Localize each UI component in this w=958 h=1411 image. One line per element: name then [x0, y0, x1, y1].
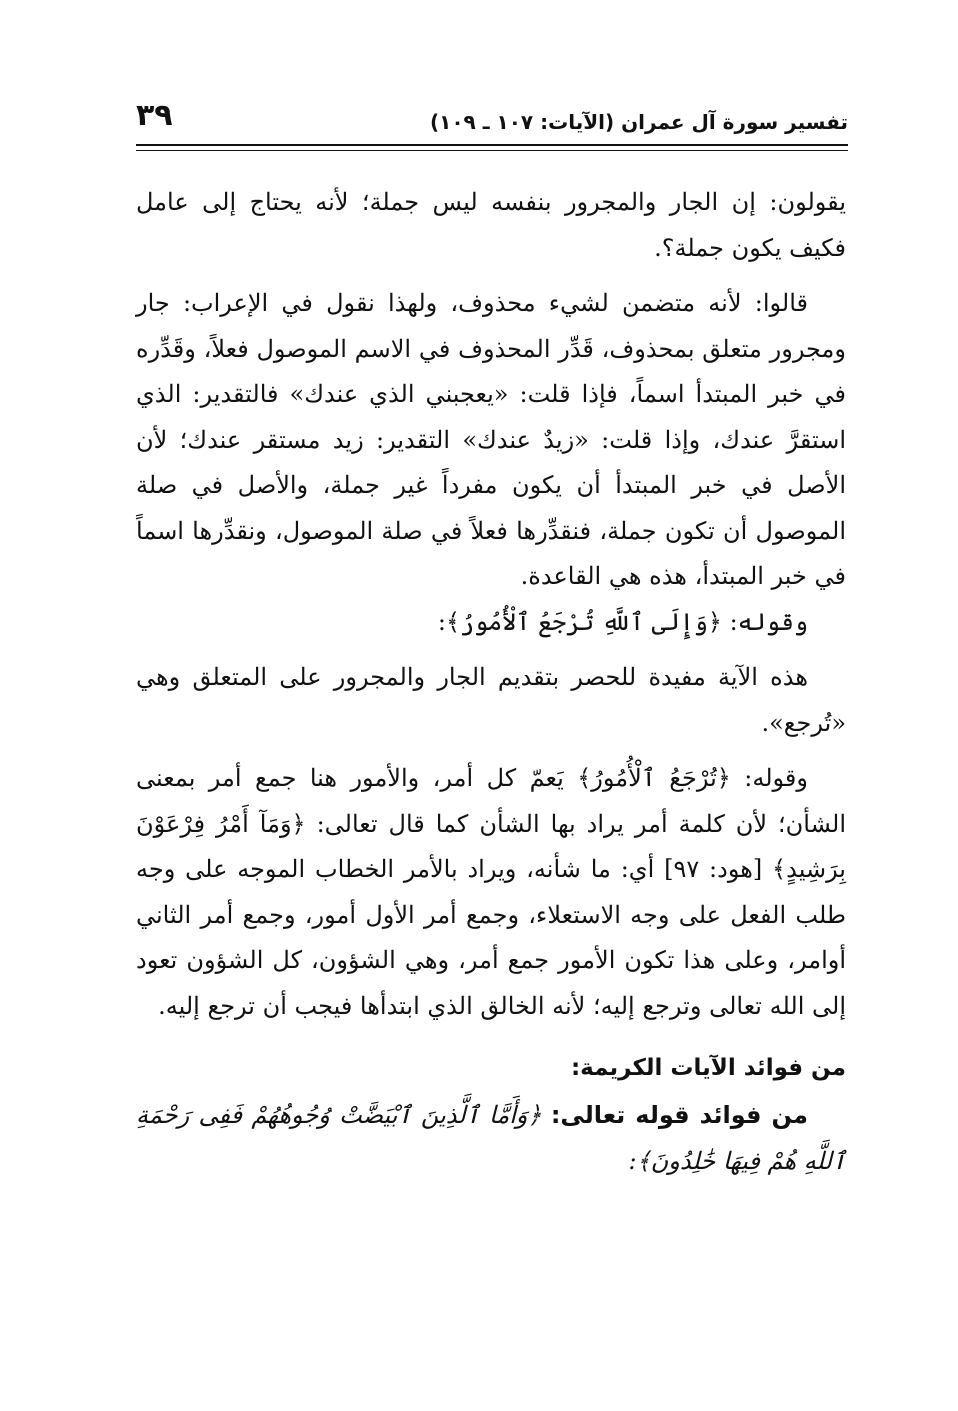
- paragraph: [136, 1093, 846, 1184]
- quran-verse: ﴿وَأَمَّا ٱلَّذِينَ ٱبْيَضَّتْ وُجُوهُهُمْ فَفِى رَحْمَةِ ٱللَّهِ هُمْ فِيهَا خَٰلِدُونَ﴾:: [136, 1101, 846, 1175]
- paragraph-lead: من فوائد قوله تعالى:: [550, 1101, 808, 1129]
- paragraph: قالوا: لأنه متضمن لشيء محذوف، ولهذا نقول في الإعراب: جار ومجرور متعلق بمحذوف، قَدِّر المحذوف في الاسم الموصول فعلاً، وقَدِّره في خبر المبتدأ اسماً، فإذا قلت: «يعجبني الذي عندك» فالتقدير: الذي استقرَّ عندك، وإذا قلت: «زيدٌ عندك» التقدير: زيد مستقر عندك؛ لأن الأصل في خبر المبتدأ أن يكون مفرداً غير جملة، والأصل في صلة الموصول أن تكون جملة، فنقدِّرها فعلاً في صلة الموصول، ونقدِّرها اسماً في خبر المبتدأ، هذه هي القاعدة.: [136, 289, 846, 590]
- header-rule-thick: [136, 144, 848, 146]
- header-rule-thin: [136, 150, 848, 151]
- section-heading: من فوائد الآيات الكريمة:: [570, 1055, 846, 1081]
- page-header: [136, 96, 848, 142]
- paragraph: يقولون: إن الجار والمجرور بنفسه ليس جملة؛ لأنه يحتاج إلى عامل فكيف يكون جملة؟.: [136, 188, 846, 262]
- paragraph: هذه الآية مفيدة للحصر بتقديم الجار والمجرور على المتعلق وهي «تُرجع».: [136, 663, 846, 737]
- running-title: تفسير سورة آل عمران (الآيات: ١٠٧ ـ ١٠٩): [429, 110, 848, 134]
- body-text: [136, 180, 846, 1184]
- paragraph: وقوله: ﴿تُرْجَعُ ٱلْأُمُورُ﴾ يَعمّ كل أمر، والأمور هنا جمع أمر بمعنى الشأن؛ لأن كلمة أمر يراد بها الشأن كما قال تعالى: ﴿وَمَآ أَمْرُ فِرْعَوْنَ بِرَشِيدٍ﴾ [هود: ٩٧] أي: ما شأنه، ويراد بالأمر الخطاب الموجه على وجه طلب الفعل على وجه الاستعلاء، وجمع أمر الأول أمور، وجمع أمر الثاني أوامر، وعلى هذا تكون الأمور جمع أمر، وهي الشؤون، كل الشؤون تعود إلى الله تعالى وترجع إليه؛ لأنه الخالق الذي ابتدأها فيجب أن ترجع إليه.: [136, 764, 846, 1020]
- page-number: ٣٩: [136, 98, 173, 133]
- paragraph: وقوله: ﴿وَإِلَى ٱللَّهِ تُرْجَعُ ٱلْأُمُورُ﴾:: [437, 607, 808, 636]
